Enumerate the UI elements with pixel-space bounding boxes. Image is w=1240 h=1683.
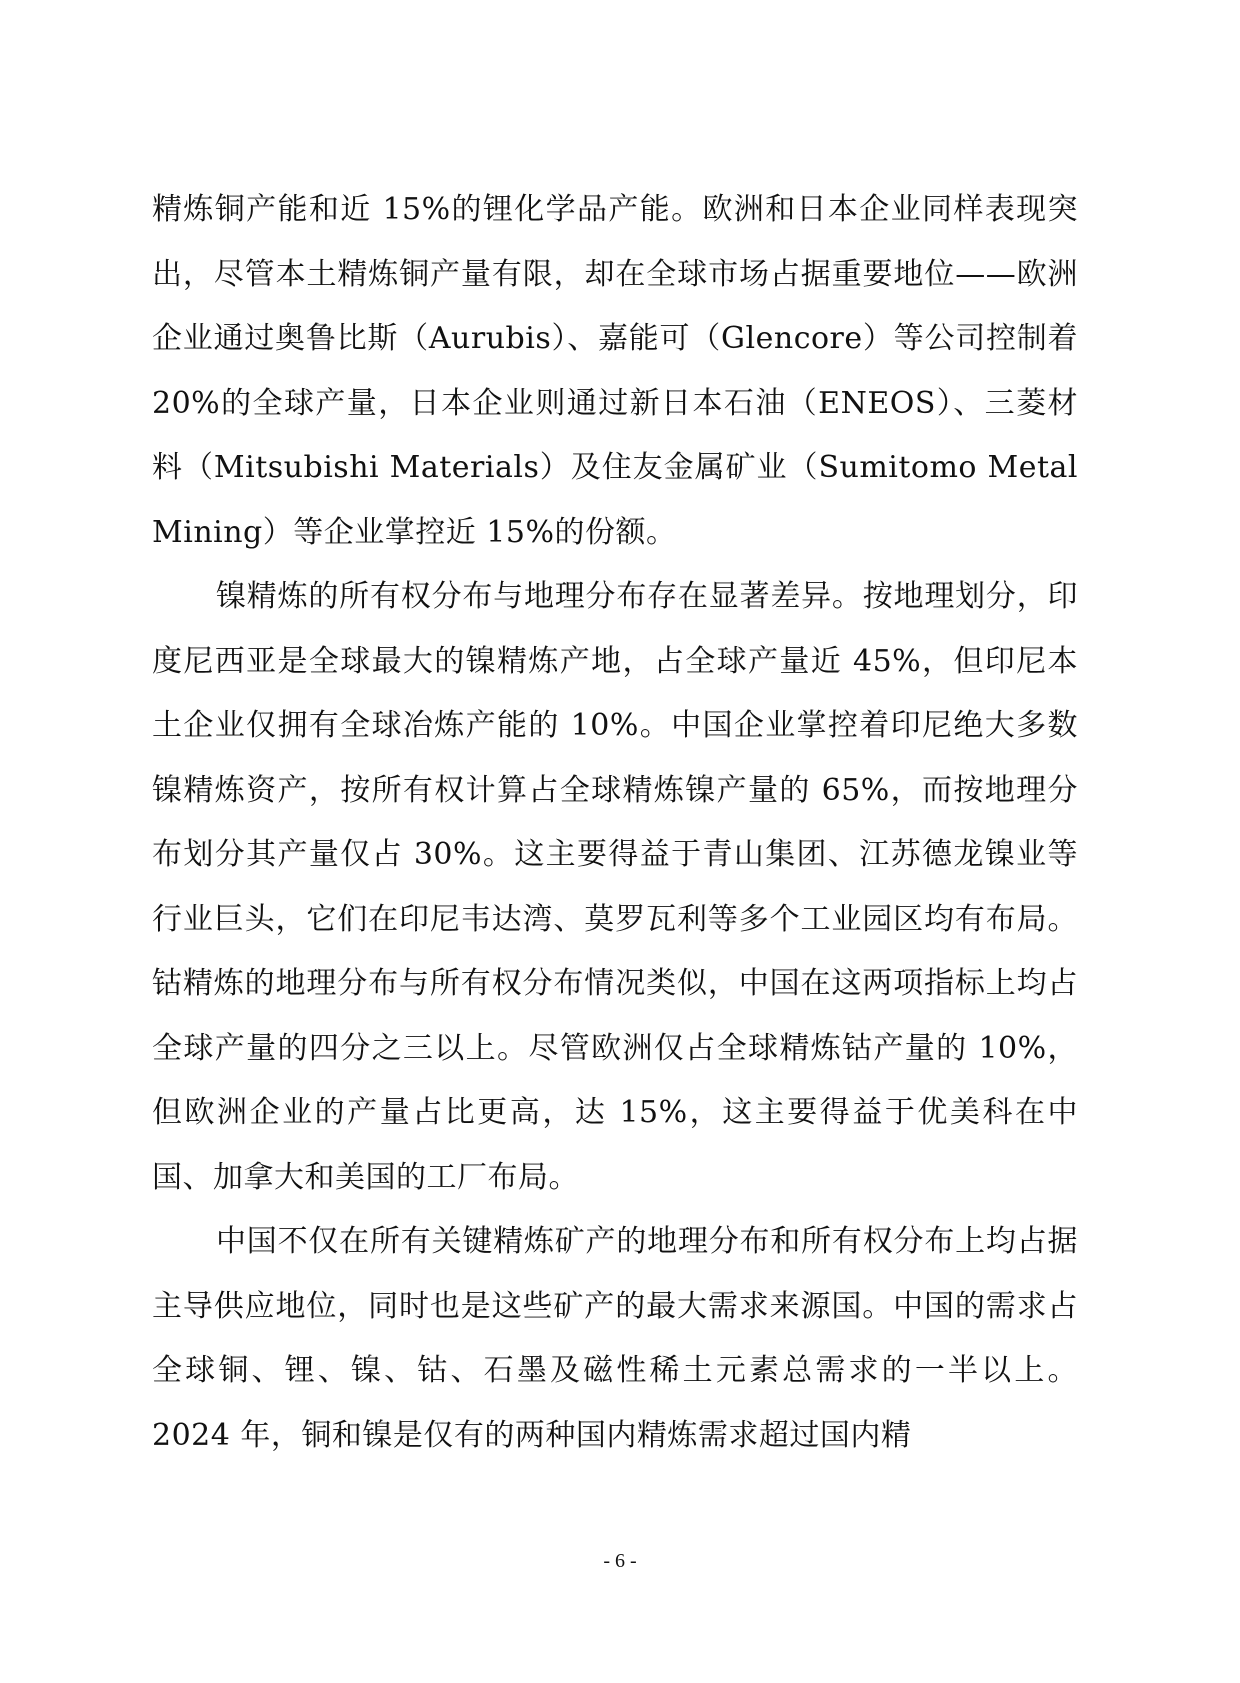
paragraph-2: 镍精炼的所有权分布与地理分布存在显著差异。按地理划分，印度尼西亚是全球最大的镍精炼产地，占全球产量近 45%，但印尼本土企业仅拥有全球冶炼产能的 10%。中国企业掌控着印尼绝大多数镍精炼资产，按所有权计算占全球精炼镍产量的 65%，而按地理分布划分其产量仅占 30%。这主要得益于青山集团、江苏德龙镍业等行业巨头，它们在印尼韦达湾、莫罗瓦利等多个工业园区均有布局。钴精炼的地理分布与所有权分布情况类似，中国在这两项指标上均占全球产量的四分之三以上。尽管欧洲仅占全球精炼钴产量的 10%，但欧洲企业的产量占比更高，达 15%，这主要得益于优美科在中国、加拿大和美国的工厂布局。 (152, 579, 1078, 1195)
body-text (152, 178, 1078, 1468)
paragraph-3: 中国不仅在所有关键精炼矿产的地理分布和所有权分布上均占据主导供应地位，同时也是这些矿产的最大需求来源国。中国的需求占全球铜、锂、镍、钴、石墨及磁性稀土元素总需求的一半以上。2024 年，铜和镍是仅有的两种国内精炼需求超过国内精 (152, 1224, 1078, 1453)
paragraph-1: 精炼铜产能和近 15%的锂化学品产能。欧洲和日本企业同样表现突出，尽管本土精炼铜产量有限，却在全球市场占据重要地位——欧洲企业通过奥鲁比斯（Aurubis）、嘉能可（Glencore）等公司控制着 20%的全球产量，日本企业则通过新日本石油（ENEOS）、三菱材料（Mitsubishi Materials）及住友金属矿业（Sumitomo Metal Mining）等企业掌控近 15%的份额。 (152, 192, 1078, 550)
page-number: - 6 - (603, 1550, 637, 1572)
